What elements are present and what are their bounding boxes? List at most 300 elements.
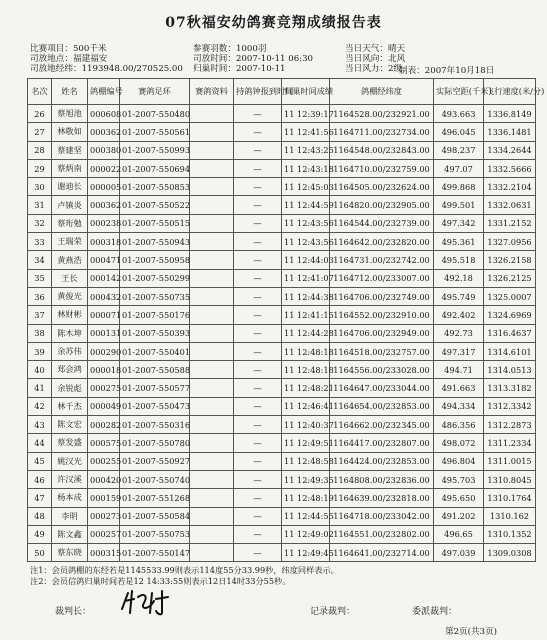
table-row [28,416,536,434]
cell-distance: 497.317 [434,342,484,360]
meta-column-weather [345,44,405,74]
cell-name: 王长 [52,269,88,287]
cell-arrival: 11 12:44:03 [282,251,330,269]
cell-arrival: 11 12:43:56 [282,214,330,232]
cell-coords: 1164820.00/232905.00 [330,196,434,214]
cell-rank: 26 [28,105,52,123]
cell-info [190,251,234,269]
cell-loft-id: 000362 [88,196,120,214]
cell-clock-time: — [234,452,282,470]
cell-clock-time: — [234,489,282,507]
cell-loft-id: 000432 [88,287,120,305]
cell-rank: 36 [28,287,52,305]
cell-info [190,489,234,507]
cell-rank: 47 [28,489,52,507]
cell-rank: 40 [28,361,52,379]
cell-name: 王瑞荣 [52,233,88,251]
cell-name: 陈文鑫 [52,525,88,543]
cell-ring: 01-2007-550735 [120,287,190,305]
cell-speed: 1332.5666 [484,159,536,177]
cell-speed: 1316.4637 [484,324,536,342]
cell-loft-id: 000471 [88,251,120,269]
cell-rank: 29 [28,159,52,177]
cell-rank: 38 [28,324,52,342]
cell-clock-time: — [234,159,282,177]
cell-loft-id: 000255 [88,452,120,470]
record-judge-label: 记录裁判： [310,607,356,617]
cell-clock-time: — [234,544,282,562]
cell-name: 李明 [52,507,88,525]
cell-coords: 1164712.00/233007.00 [330,269,434,287]
cell-name: 杨本成 [52,489,88,507]
cell-name: 蔡炳南 [52,159,88,177]
cell-clock-time: — [234,196,282,214]
table-row [28,105,536,123]
cell-name: 蔡发盛 [52,434,88,452]
cell-name: 蔡建坚 [52,141,88,159]
cell-loft-id: 000315 [88,544,120,562]
cell-info [190,105,234,123]
cell-speed: 1332.2104 [484,178,536,196]
cell-arrival: 11 12:41:15 [282,306,330,324]
cell-arrival: 11 12:49:45 [282,544,330,562]
cell-ring: 01-2007-550561 [120,123,190,141]
cell-info [190,507,234,525]
race-item: 比赛项目：500千米 [30,44,107,54]
cell-speed: 1311.2334 [484,434,536,452]
cell-loft-id: 000362 [88,123,120,141]
cell-arrival: 11 12:48:19 [282,489,330,507]
cell-arrival: 11 12:49:51 [282,434,330,452]
cell-arrival: 11 12:44:55 [282,507,330,525]
cell-rank: 30 [28,178,52,196]
cell-speed: 1336.8149 [484,105,536,123]
home-time: 归巢时间：2007-10-11 [193,64,286,74]
cell-coords: 1164706.00/232949.00 [330,324,434,342]
cell-arrival: 11 12:49:02 [282,525,330,543]
cell-rank: 35 [28,269,52,287]
cell-ring: 01-2007-550147 [120,544,190,562]
header-info: 赛鸽资料 [190,79,234,105]
cell-loft-id: 000420 [88,470,120,488]
cell-loft-id: 000290 [88,342,120,360]
cell-info [190,306,234,324]
cell-clock-time: — [234,214,282,232]
cell-distance: 496.804 [434,452,484,470]
report-date: 制表：2007年10月18日 [399,66,495,76]
table-body [28,105,536,562]
cell-clock-time: — [234,141,282,159]
cell-info [190,434,234,452]
weather: 当日天气：晴天 [345,44,406,54]
cell-arrival: 11 12:43:25 [282,141,330,159]
cell-name: 卢镇炎 [52,196,88,214]
cell-info [190,379,234,397]
cell-coords: 1164424.00/232853.00 [330,452,434,470]
cell-loft-id: 000257 [88,525,120,543]
cell-name: 谢迪长 [52,178,88,196]
cell-arrival: 11 12:43:18 [282,159,330,177]
cell-clock-time: — [234,434,282,452]
cell-info [190,196,234,214]
cell-clock-time: — [234,306,282,324]
cell-loft-id: 000142 [88,269,120,287]
cell-coords: 1164654.00/232853.00 [330,397,434,415]
cell-distance: 497.342 [434,214,484,232]
cell-arrival: 11 12:41:07 [282,269,330,287]
cell-info [190,178,234,196]
cell-distance: 486.356 [434,416,484,434]
cell-coords: 1164641.00/232714.00 [330,544,434,562]
cell-coords: 1164548.00/232843.00 [330,141,434,159]
cell-name: 姚汉光 [52,452,88,470]
cell-distance: 497.07 [434,159,484,177]
cell-loft-id: 000282 [88,416,120,434]
cell-info [190,544,234,562]
cell-loft-id: 000022 [88,159,120,177]
meta-column-time [193,44,313,74]
cell-coords: 1164417.00/232807.00 [330,434,434,452]
cell-coords: 1164556.00/233028.00 [330,361,434,379]
cell-rank: 44 [28,434,52,452]
cell-ring: 01-2007-550588 [120,361,190,379]
cell-loft-id: 000275 [88,379,120,397]
cell-rank: 46 [28,470,52,488]
cell-loft-id: 000318 [88,233,120,251]
cell-arrival: 11 12:48:58 [282,452,330,470]
wind-direction: 当日风向：北风 [345,54,406,64]
cell-coords: 1164647.00/233044.00 [330,379,434,397]
cell-distance: 491.202 [434,507,484,525]
cell-arrival: 11 12:39:17 [282,105,330,123]
cell-coords: 1164518.00/232757.00 [330,342,434,360]
cell-info [190,452,234,470]
cell-speed: 1311.0015 [484,452,536,470]
cell-ring: 01-2007-550927 [120,452,190,470]
cell-speed: 1334.2644 [484,141,536,159]
cell-name: 陈文宏 [52,416,88,434]
cell-speed: 1309.0308 [484,544,536,562]
table-row [28,434,536,452]
cell-arrival: 11 12:44:28 [282,324,330,342]
cell-clock-time: — [234,507,282,525]
cell-coords: 1164528.00/232921.00 [330,105,434,123]
cell-ring: 01-2007-550316 [120,416,190,434]
cell-name: 林千杰 [52,397,88,415]
cell-name: 蔡东晓 [52,544,88,562]
cell-ring: 01-2007-550853 [120,178,190,196]
table-row [28,178,536,196]
cell-rank: 42 [28,397,52,415]
cell-arrival: 11 12:44:59 [282,196,330,214]
cell-clock-time: — [234,178,282,196]
cell-loft-id: 000238 [88,214,120,232]
table-row [28,214,536,232]
header-coords: 鸽棚经纬度 [330,79,434,105]
table-row [28,306,536,324]
cell-speed: 1324.6969 [484,306,536,324]
cell-ring: 01-2007-550694 [120,159,190,177]
cell-rank: 33 [28,233,52,251]
table-row [28,397,536,415]
cell-speed: 1312.3342 [484,397,536,415]
cell-info [190,287,234,305]
cell-distance: 495.518 [434,251,484,269]
cell-coords: 1164662.00/232345.00 [330,416,434,434]
table-row [28,269,536,287]
cell-arrival: 11 12:48:18 [282,361,330,379]
header-clock-time: 持鸽钟报到时间 [234,79,282,105]
table-row [28,141,536,159]
cell-distance: 496.65 [434,525,484,543]
cell-ring: 01-2007-551268 [120,489,190,507]
table-row [28,489,536,507]
cell-distance: 498.072 [434,434,484,452]
cell-ring: 01-2007-550401 [120,342,190,360]
cell-clock-time: — [234,269,282,287]
cell-clock-time: — [234,525,282,543]
cell-speed: 1310.1352 [484,525,536,543]
cell-coords: 1164639.00/232818.00 [330,489,434,507]
meta-column-race [30,44,183,74]
cell-ring: 01-2007-550780 [120,434,190,452]
cell-rank: 34 [28,251,52,269]
header-name: 姓名 [52,79,88,105]
cell-rank: 37 [28,306,52,324]
cell-info [190,141,234,159]
cell-ring: 01-2007-550515 [120,214,190,232]
cell-rank: 41 [28,379,52,397]
cell-clock-time: — [234,361,282,379]
cell-distance: 491.663 [434,379,484,397]
cell-ring: 01-2007-550958 [120,251,190,269]
cell-loft-id: 000071 [88,306,120,324]
cell-coords: 1164808.00/232836.00 [330,470,434,488]
table-row [28,196,536,214]
cell-name: 蔡珩勉 [52,214,88,232]
cell-clock-time: — [234,470,282,488]
cell-coords: 1164710.00/232759.00 [330,159,434,177]
cell-ring: 01-2007-550176 [120,306,190,324]
cell-rank: 39 [28,342,52,360]
cell-ring: 01-2007-550740 [120,470,190,488]
cell-loft-id: 000131 [88,324,120,342]
cell-clock-time: — [234,397,282,415]
cell-info [190,159,234,177]
cell-clock-time: — [234,379,282,397]
cell-info [190,416,234,434]
cell-distance: 499.868 [434,178,484,196]
cell-speed: 1314.0513 [484,361,536,379]
cell-distance: 493.663 [434,105,484,123]
cell-info [190,361,234,379]
table-row [28,379,536,397]
cell-loft-id: 000380 [88,141,120,159]
cell-info [190,269,234,287]
table-row [28,525,536,543]
cell-ring: 01-2007-550943 [120,233,190,251]
cell-name: 黄燕浩 [52,251,88,269]
release-time: 司放时间：2007-10-11 06:30 [193,54,314,64]
table-row [28,361,536,379]
table-row [28,452,536,470]
cell-distance: 496.045 [434,123,484,141]
cell-name: 陈木坤 [52,324,88,342]
cell-distance: 492.402 [434,306,484,324]
cell-loft-id: 000575 [88,434,120,452]
cell-info [190,342,234,360]
cell-clock-time: — [234,123,282,141]
cell-info [190,324,234,342]
cell-coords: 1164544.00/232739.00 [330,214,434,232]
release-place: 司放地点：福建福安 [30,54,108,64]
cell-ring: 01-2007-550393 [120,324,190,342]
cell-speed: 1326.2158 [484,251,536,269]
cell-speed: 1310.1764 [484,489,536,507]
note-1: 注1：会员鸽棚的东经若是1145533.99则表示114度55分33.99秒，纬度同样表示。 [30,565,339,575]
table-header-row [28,79,536,105]
cell-distance: 494.334 [434,397,484,415]
cell-arrival: 11 12:45:03 [282,178,330,196]
cell-speed: 1327.0956 [484,233,536,251]
cell-name: 林财彬 [52,306,88,324]
cell-arrival: 11 12:46:41 [282,397,330,415]
table-row [28,470,536,488]
header-rank: 名次 [28,79,52,105]
cell-loft-id: 000049 [88,397,120,415]
cell-info [190,470,234,488]
cell-arrival: 11 12:48:21 [282,379,330,397]
cell-coords: 1164706.00/232749.00 [330,287,434,305]
cell-distance: 494.71 [434,361,484,379]
table-row [28,123,536,141]
cell-distance: 495.703 [434,470,484,488]
header-arrival: 归巢时间成绩 [282,79,330,105]
cell-distance: 497.039 [434,544,484,562]
header-speed: 飞行速度(米/分) [484,79,536,105]
cell-coords: 1164711.00/232734.00 [330,123,434,141]
cell-clock-time: — [234,324,282,342]
cell-speed: 1310.162 [484,507,536,525]
cell-arrival: 11 12:44:38 [282,287,330,305]
cell-coords: 1164731.00/232742.00 [330,251,434,269]
cell-name: 郑会鸿 [52,361,88,379]
table-row [28,544,536,562]
cell-arrival: 11 12:49:35 [282,470,330,488]
cell-ring: 01-2007-550473 [120,397,190,415]
table-row [28,287,536,305]
cell-name: 林敬如 [52,123,88,141]
committee-judge-label: 委派裁判： [412,607,458,617]
chief-judge-label: 裁判长： [55,607,92,617]
header-distance: 实际空距(千米) [434,79,484,105]
cell-distance: 499.501 [434,196,484,214]
cell-arrival: 11 12:43:56 [282,233,330,251]
cell-ring: 01-2007-550522 [120,196,190,214]
cell-speed: 1332.0631 [484,196,536,214]
cell-speed: 1314.6101 [484,342,536,360]
cell-speed: 1326.2125 [484,269,536,287]
cell-coords: 1164718.00/233042.00 [330,507,434,525]
cell-rank: 45 [28,452,52,470]
cell-info [190,525,234,543]
wind-force: 当日风力：2级 [345,64,403,74]
cell-arrival: 11 12:48:18 [282,342,330,360]
cell-info [190,233,234,251]
report-title: 07秋福安幼鸽赛竞翔成绩报告表 [165,15,382,31]
cell-name: 黄俊光 [52,287,88,305]
cell-clock-time: — [234,416,282,434]
release-coords: 司放地经纬：1193948.00/270525.00 [30,64,183,74]
header-loft-id: 鸽棚编号 [88,79,120,105]
cell-rank: 31 [28,196,52,214]
notes [30,565,339,587]
cell-rank: 49 [28,525,52,543]
cell-ring: 01-2007-550584 [120,507,190,525]
table-row [28,159,536,177]
cell-arrival: 11 12:41:56 [282,123,330,141]
page-number: 第2页(共3页) [445,627,498,637]
entries: 参赛羽数：1000羽 [193,44,267,54]
cell-loft-id: 000018 [88,361,120,379]
cell-loft-id: 000608 [88,105,120,123]
cell-ring: 01-2007-550480 [120,105,190,123]
cell-rank: 32 [28,214,52,232]
cell-clock-time: — [234,105,282,123]
cell-coords: 1164505.00/232624.00 [330,178,434,196]
cell-speed: 1313.3182 [484,379,536,397]
cell-speed: 1312.2873 [484,416,536,434]
cell-ring: 01-2007-550577 [120,379,190,397]
cell-loft-id: 000273 [88,507,120,525]
cell-distance: 495.749 [434,287,484,305]
cell-speed: 1331.2152 [484,214,536,232]
table-row [28,324,536,342]
cell-clock-time: — [234,233,282,251]
cell-rank: 43 [28,416,52,434]
table-row [28,507,536,525]
cell-arrival: 11 12:40:37 [282,416,330,434]
cell-loft-id: 000159 [88,489,120,507]
table-row [28,233,536,251]
cell-name: 余苏伟 [52,342,88,360]
cell-clock-time: — [234,342,282,360]
header-ring: 赛鸽足环 [120,79,190,105]
cell-clock-time: — [234,251,282,269]
cell-rank: 27 [28,123,52,141]
results-table [27,78,545,562]
cell-clock-time: — [234,287,282,305]
cell-rank: 28 [28,141,52,159]
cell-info [190,397,234,415]
handwritten-signature [118,587,178,617]
cell-name: 蔡旭池 [52,105,88,123]
cell-name: 余锐彪 [52,379,88,397]
cell-coords: 1164552.00/232910.00 [330,306,434,324]
cell-rank: 50 [28,544,52,562]
cell-ring: 01-2007-550753 [120,525,190,543]
cell-distance: 492.18 [434,269,484,287]
table-row [28,342,536,360]
cell-speed: 1336.1481 [484,123,536,141]
note-2: 注2：会员信鸽归巢时间若是12 14:33:55则表示12日14时33分55秒。 [30,576,291,586]
cell-distance: 492.73 [434,324,484,342]
cell-coords: 1164642.00/232820.00 [330,233,434,251]
cell-rank: 48 [28,507,52,525]
table-row [28,251,536,269]
cell-info [190,214,234,232]
cell-ring: 01-2007-550993 [120,141,190,159]
